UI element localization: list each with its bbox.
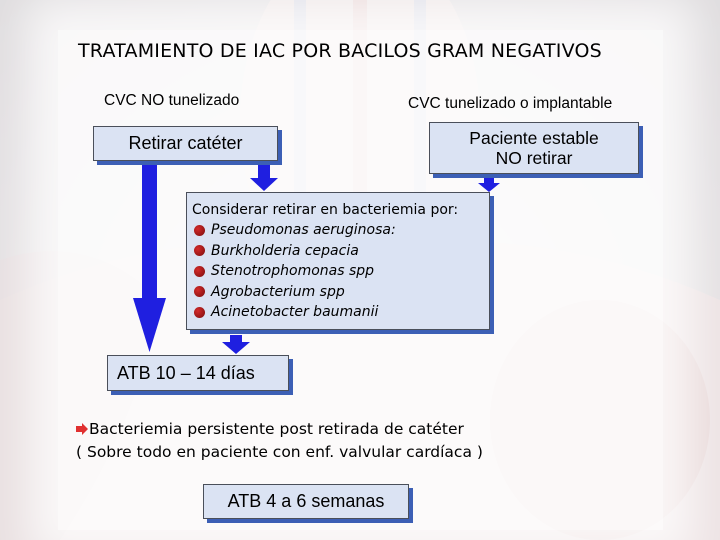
down-arrow-considerar-to-atb <box>222 335 250 354</box>
persistent-note: ( Sobre todo en paciente con enf. valvular cardíaca ) <box>76 443 483 461</box>
bullet-icon <box>194 225 205 236</box>
box-atb-4-6-semanas <box>203 484 409 519</box>
bacteria-name: Pseudomonas aeruginosa: <box>211 222 396 239</box>
bullet-icon <box>194 307 205 318</box>
down-arrow-retirar-to-atb <box>133 165 166 352</box>
label-cvc-no-tunelizado: CVC NO tunelizado <box>104 92 240 109</box>
box-retirar-text: Retirar catéter <box>128 133 243 153</box>
bacteria-name: Agrobacterium spp <box>211 283 345 300</box>
box-considerar-retirar <box>186 192 490 330</box>
bacteria-item <box>192 261 489 282</box>
bullet-icon <box>194 286 205 297</box>
considerar-heading: Considerar retirar en bacteriemia por: <box>192 202 459 218</box>
persistent-text: Bacteriemia persistente post retirada de catéter <box>89 420 464 438</box>
box-atb-10-14-dias <box>107 355 289 391</box>
box-atb2-text: ATB 4 a 6 semanas <box>227 491 385 511</box>
down-arrow-estable-to-considerar <box>478 178 500 192</box>
bullet-icon <box>194 245 205 256</box>
box-retirar-cateter <box>93 126 278 161</box>
bacteria-item <box>192 282 489 303</box>
slide-title: TRATAMIENTO DE IAC POR BACILOS GRAM NEGATIVOS <box>78 40 602 62</box>
box-paciente-estable <box>429 122 639 174</box>
bacteria-item <box>192 220 489 241</box>
box-estable-line2: NO retirar <box>495 148 573 168</box>
persistent-bacteremia-line <box>76 420 464 438</box>
bacteria-name: Acinetobacter baumanii <box>211 304 379 321</box>
box-estable-line1: Paciente estable <box>469 128 599 148</box>
red-pointer-icon <box>76 423 88 435</box>
bacteria-item <box>192 302 489 323</box>
bacteria-name: Burkholderia cepacia <box>211 242 359 259</box>
bullet-icon <box>194 266 205 277</box>
box-atb1-text: ATB 10 – 14 días <box>117 362 255 383</box>
down-arrow-retirar-to-considerar <box>250 165 278 191</box>
label-cvc-tunelizado: CVC tunelizado o implantable <box>408 95 613 112</box>
bacteria-item <box>192 241 489 262</box>
bacteria-name: Stenotrophomonas spp <box>211 263 375 280</box>
